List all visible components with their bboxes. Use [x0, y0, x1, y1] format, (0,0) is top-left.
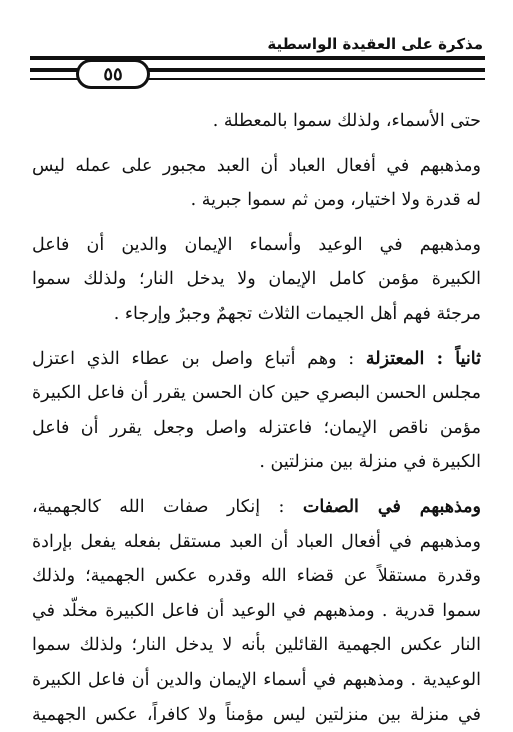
text-line: في منزلة بين منزلتين ليس مؤمناً ولا كافراً، عكس الجهمية [32, 698, 481, 732]
text-line: الكبيرة مؤمن كامل الإيمان ولا يدخل النار؛ ولذلك سموا [32, 262, 481, 297]
text-line: النار عكس الجهمية القائلين بأنه لا يدخل النار؛ ولذلك سموا [32, 628, 481, 663]
text-line: ومذهبهم في الصفات : إنكار صفات الله كالجهمية، [32, 490, 481, 525]
text-line: ومذهبهم في الوعيد وأسماء الإيمان والدين أن فاعل [32, 228, 481, 263]
section-heading-sifat: ومذهبهم في الصفات [303, 497, 481, 517]
text-line: مؤمن ناقص الإيمان؛ فاعتزله واصل وجعل يقرر أن فاعل [32, 411, 481, 446]
text-line: الوعيدية . ومذهبهم في أسماء الإيمان والدين أن فاعل الكبيرة [32, 663, 481, 698]
text-line: له قدرة ولا اختيار، ومن ثم سموا جبرية . [32, 183, 481, 218]
running-title: مذكرة على العقيدة الواسطية [267, 35, 483, 53]
page-number: ٥٥ [103, 64, 122, 85]
text-line: الكبيرة في منزلة بين منزلتين . [32, 445, 481, 480]
text-line: وقدرة مستقلاً عن قضاء الله وقدره عكس الجهمية؛ ولذلك [32, 559, 481, 594]
body-text [32, 104, 481, 732]
text-line: ومذهبهم في أفعال العباد أن العبد مجبور على عمله ليس [32, 149, 481, 184]
text-line: مرجئة فهم أهل الجيمات الثلاث تجهمٌ وجبرٌ وإرجاء . [32, 297, 481, 332]
page-header [30, 32, 485, 92]
text-line: حتى الأسماء، ولذلك سموا بالمعطلة . [32, 104, 481, 139]
text-line: ثانياً : المعتزلة : وهم أتباع واصل بن عطاء الذي اعتزل [32, 342, 481, 377]
section-heading-mutazila: ثانياً : المعتزلة [366, 349, 481, 369]
text-line: ومذهبهم في أفعال العباد أن العبد مستقل بفعله يفعل بإرادة [32, 525, 481, 560]
text-line: سموا قدرية . ومذهبهم في الوعيد أن فاعل الكبيرة مخلّد في [32, 594, 481, 629]
page-number-badge [76, 59, 150, 89]
text-line: مجلس الحسن البصري حين كان الحسن يقرر أن فاعل الكبيرة [32, 376, 481, 411]
